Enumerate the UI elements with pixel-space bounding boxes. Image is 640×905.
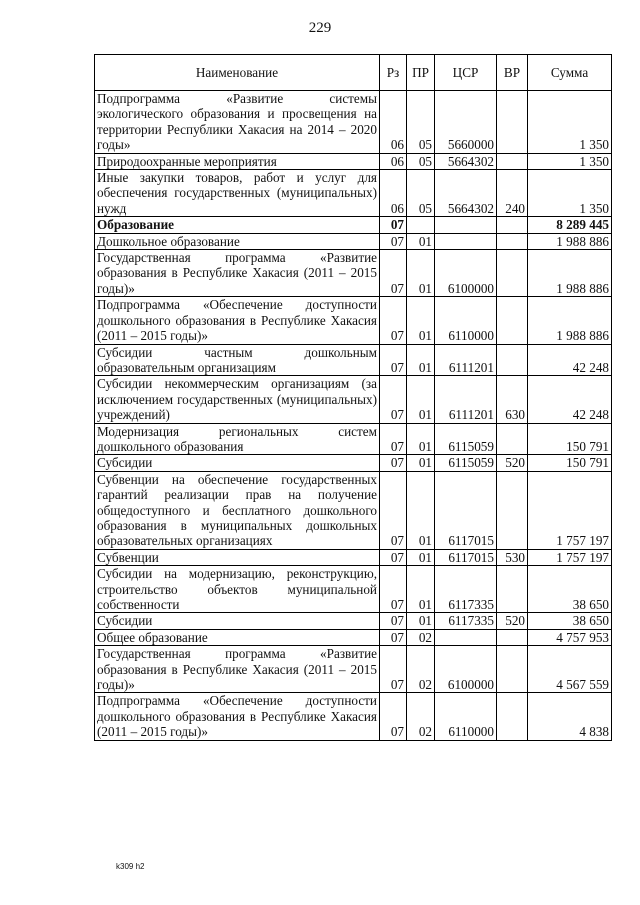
- table-row: [95, 613, 612, 629]
- cell-vr: 630: [497, 376, 528, 423]
- cell-sum: 1 988 886: [528, 297, 612, 344]
- cell-vr: [497, 646, 528, 693]
- cell-name: Государственная программа «Развитие образования в Республике Хакасия (2011 – 2015 годы)»: [95, 646, 380, 693]
- cell-pr: 05: [407, 170, 435, 217]
- cell-pr: 01: [407, 549, 435, 565]
- cell-name: Образование: [95, 217, 380, 233]
- cell-name: Субсидии частным дошкольным образовательным организациям: [95, 344, 380, 376]
- cell-rz: 07: [380, 646, 407, 693]
- cell-pr: 01: [407, 566, 435, 613]
- cell-csr: 6111201: [435, 344, 497, 376]
- cell-pr: 01: [407, 471, 435, 549]
- cell-sum: 38 650: [528, 613, 612, 629]
- table-row: [95, 344, 612, 376]
- table-row: [95, 423, 612, 455]
- cell-name: Субвенции: [95, 549, 380, 565]
- cell-rz: 07: [380, 250, 407, 297]
- cell-name: Общее образование: [95, 629, 380, 645]
- table-row: [95, 217, 612, 233]
- cell-rz: 07: [380, 455, 407, 471]
- cell-rz: 07: [380, 376, 407, 423]
- cell-sum: 150 791: [528, 423, 612, 455]
- cell-vr: 520: [497, 455, 528, 471]
- cell-sum: 150 791: [528, 455, 612, 471]
- cell-vr: [497, 471, 528, 549]
- cell-csr: [435, 629, 497, 645]
- cell-sum: 38 650: [528, 566, 612, 613]
- cell-csr: 6115059: [435, 423, 497, 455]
- cell-rz: 07: [380, 549, 407, 565]
- cell-sum: 4 757 953: [528, 629, 612, 645]
- cell-pr: 01: [407, 233, 435, 249]
- cell-sum: 1 350: [528, 170, 612, 217]
- cell-vr: [497, 91, 528, 154]
- cell-pr: 01: [407, 376, 435, 423]
- cell-csr: 5664302: [435, 153, 497, 169]
- cell-rz: 07: [380, 233, 407, 249]
- cell-pr: 01: [407, 423, 435, 455]
- table-row: [95, 549, 612, 565]
- table-row: [95, 376, 612, 423]
- cell-csr: 6110000: [435, 693, 497, 740]
- cell-sum: 1 988 886: [528, 233, 612, 249]
- cell-vr: [497, 693, 528, 740]
- cell-csr: 6110000: [435, 297, 497, 344]
- cell-pr: 01: [407, 613, 435, 629]
- cell-rz: 07: [380, 613, 407, 629]
- cell-rz: 07: [380, 566, 407, 613]
- cell-rz: 07: [380, 344, 407, 376]
- table-row: [95, 471, 612, 549]
- cell-name: Природоохранные мероприятия: [95, 153, 380, 169]
- table-row: [95, 91, 612, 154]
- cell-csr: [435, 233, 497, 249]
- cell-vr: [497, 423, 528, 455]
- header-sum: Сумма: [528, 55, 612, 91]
- table-row: [95, 646, 612, 693]
- cell-vr: [497, 233, 528, 249]
- cell-sum: 1 350: [528, 91, 612, 154]
- cell-csr: 6100000: [435, 646, 497, 693]
- cell-sum: 1 988 886: [528, 250, 612, 297]
- cell-name: Подпрограмма «Обеспечение доступности дошкольного образования в Республике Хакасия (2011 – 2015 годы)»: [95, 297, 380, 344]
- cell-vr: 240: [497, 170, 528, 217]
- cell-name: Подпрограмма «Развитие системы экологического образования и просвещения на территории Республики Хакасия на 2014 – 2020 годы»: [95, 91, 380, 154]
- cell-sum: 8 289 445: [528, 217, 612, 233]
- cell-vr: 530: [497, 549, 528, 565]
- cell-pr: 02: [407, 629, 435, 645]
- cell-csr: 6115059: [435, 455, 497, 471]
- cell-pr: 02: [407, 646, 435, 693]
- cell-pr: [407, 217, 435, 233]
- cell-sum: 1 757 197: [528, 549, 612, 565]
- cell-vr: 520: [497, 613, 528, 629]
- footer-mark: k309 h2: [116, 862, 145, 871]
- cell-csr: 5660000: [435, 91, 497, 154]
- cell-vr: [497, 153, 528, 169]
- header-vr: ВР: [497, 55, 528, 91]
- cell-name: Иные закупки товаров, работ и услуг для обеспечения государственных (муниципальных) нужд: [95, 170, 380, 217]
- cell-rz: 07: [380, 629, 407, 645]
- cell-name: Субсидии на модернизацию, реконструкцию, строительство объектов муниципальной собственности: [95, 566, 380, 613]
- cell-name: Государственная программа «Развитие образования в Республике Хакасия (2011 – 2015 годы)»: [95, 250, 380, 297]
- table-row: [95, 693, 612, 740]
- cell-sum: 42 248: [528, 344, 612, 376]
- cell-rz: 07: [380, 423, 407, 455]
- cell-csr: [435, 217, 497, 233]
- cell-csr: 6100000: [435, 250, 497, 297]
- cell-vr: [497, 629, 528, 645]
- cell-rz: 06: [380, 170, 407, 217]
- cell-name: Субсидии: [95, 613, 380, 629]
- cell-pr: 01: [407, 455, 435, 471]
- cell-name: Субвенции на обеспечение государственных гарантий реализации прав на получение общедоступного и бесплатного дошкольного образования в муниципальных дошкольных образовательных организациях: [95, 471, 380, 549]
- header-pr: ПР: [407, 55, 435, 91]
- table-row: [95, 170, 612, 217]
- cell-csr: 6117015: [435, 471, 497, 549]
- cell-rz: 06: [380, 153, 407, 169]
- cell-rz: 07: [380, 217, 407, 233]
- table-row: [95, 233, 612, 249]
- cell-sum: 1 757 197: [528, 471, 612, 549]
- cell-pr: 05: [407, 91, 435, 154]
- cell-vr: [497, 250, 528, 297]
- cell-pr: 05: [407, 153, 435, 169]
- cell-name: Субсидии некоммерческим организациям (за исключением государственных (муниципальных) учреждений): [95, 376, 380, 423]
- cell-name: Дошкольное образование: [95, 233, 380, 249]
- cell-rz: 07: [380, 693, 407, 740]
- header-name: Наименование: [95, 55, 380, 91]
- cell-pr: 01: [407, 297, 435, 344]
- cell-vr: [497, 566, 528, 613]
- cell-csr: 5664302: [435, 170, 497, 217]
- cell-name: Подпрограмма «Обеспечение доступности дошкольного образования в Республике Хакасия (2011 – 2015 годы)»: [95, 693, 380, 740]
- budget-table: [94, 54, 612, 741]
- cell-pr: 02: [407, 693, 435, 740]
- cell-rz: 06: [380, 91, 407, 154]
- cell-rz: 07: [380, 297, 407, 344]
- cell-name: Модернизация региональных систем дошкольного образования: [95, 423, 380, 455]
- cell-rz: 07: [380, 471, 407, 549]
- cell-csr: 6117335: [435, 566, 497, 613]
- cell-pr: 01: [407, 250, 435, 297]
- table-row: [95, 566, 612, 613]
- cell-csr: 6117015: [435, 549, 497, 565]
- cell-sum: 4 567 559: [528, 646, 612, 693]
- table-row: [95, 250, 612, 297]
- table-row: [95, 153, 612, 169]
- table-row: [95, 455, 612, 471]
- header-rz: Рз: [380, 55, 407, 91]
- cell-sum: 1 350: [528, 153, 612, 169]
- cell-vr: [497, 297, 528, 344]
- table-row: [95, 297, 612, 344]
- cell-sum: 4 838: [528, 693, 612, 740]
- cell-pr: 01: [407, 344, 435, 376]
- cell-vr: [497, 217, 528, 233]
- cell-name: Субсидии: [95, 455, 380, 471]
- cell-vr: [497, 344, 528, 376]
- table-row: [95, 629, 612, 645]
- table-header-row: [95, 55, 612, 91]
- page-number: 229: [308, 20, 332, 36]
- header-csr: ЦСР: [435, 55, 497, 91]
- cell-csr: 6111201: [435, 376, 497, 423]
- cell-csr: 6117335: [435, 613, 497, 629]
- cell-sum: 42 248: [528, 376, 612, 423]
